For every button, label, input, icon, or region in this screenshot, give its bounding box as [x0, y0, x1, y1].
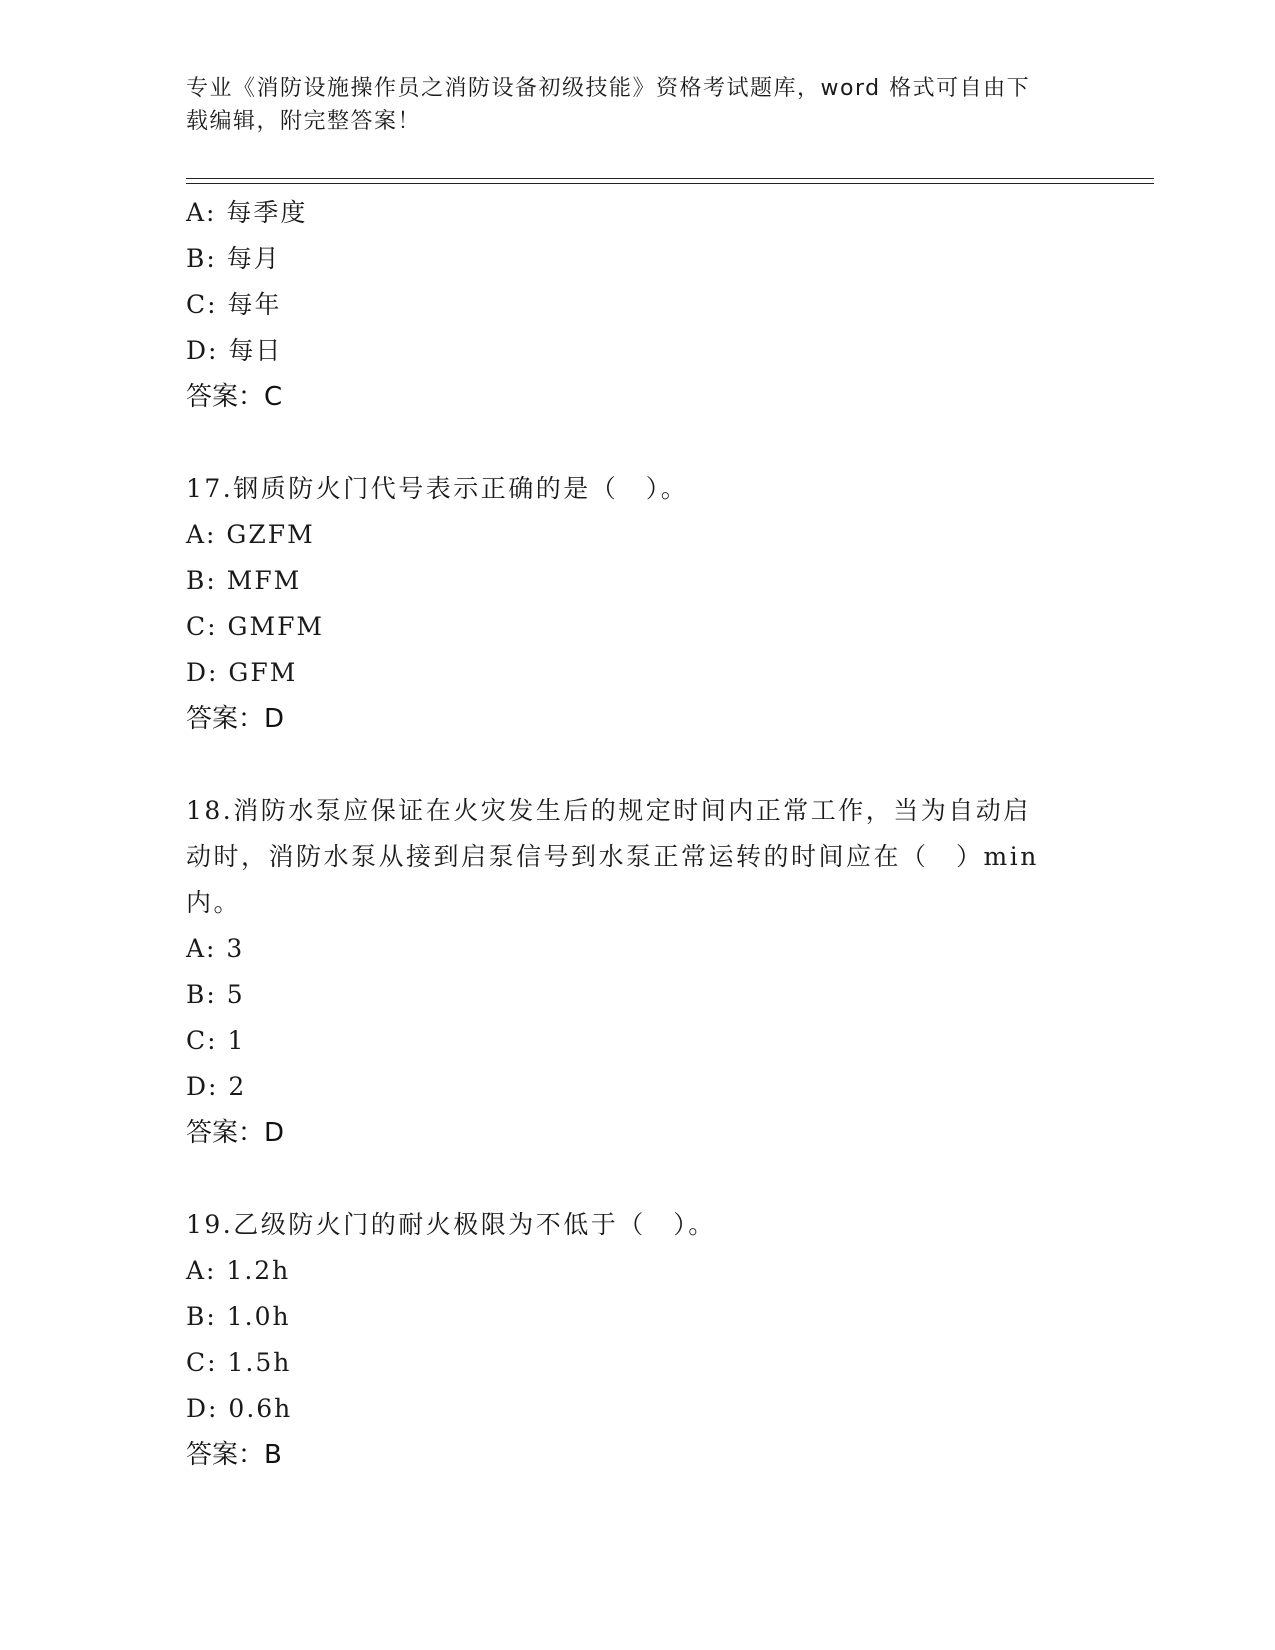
- header-divider-top: [186, 178, 1154, 179]
- option-c: C: 每年: [186, 290, 282, 319]
- answer: 答案：D: [186, 704, 285, 734]
- question-17: [186, 466, 1086, 742]
- spacer: [186, 1156, 1086, 1202]
- option-d: D: 每日: [186, 336, 283, 365]
- question-stem-line-3: 内。: [186, 888, 242, 917]
- option-c: C: 1.5h: [186, 1348, 292, 1377]
- option-d: D: GFM: [186, 658, 298, 687]
- question-16-continued: [186, 190, 1086, 420]
- header-line-2: 载编辑，附完整答案！: [186, 109, 422, 134]
- document-header: [186, 72, 1066, 138]
- answer: 答案：C: [186, 382, 283, 412]
- option-c: C: GMFM: [186, 612, 325, 641]
- option-d: D: 2: [186, 1072, 247, 1101]
- question-stem: 17.钢质防火门代号表示正确的是（ ）。: [186, 474, 689, 503]
- question-list: [186, 190, 1086, 1478]
- question-18: [186, 788, 1086, 1156]
- header-divider-bottom: [186, 183, 1154, 184]
- question-stem-line-2: 动时，消防水泵从接到启泵信号到水泵正常运转的时间应在（ ）min: [186, 842, 1039, 871]
- option-b: B: MFM: [186, 566, 302, 595]
- option-b: B: 5: [186, 980, 245, 1009]
- answer: 答案：D: [186, 1118, 285, 1148]
- option-c: C: 1: [186, 1026, 246, 1055]
- option-a: A: GZFM: [186, 520, 315, 549]
- question-stem-line-1: 18.消防水泵应保证在火灾发生后的规定时间内正常工作，当为自动启: [186, 796, 1031, 825]
- question-stem: 19.乙级防火门的耐火极限为不低于（ ）。: [186, 1210, 716, 1239]
- option-a: A: 每季度: [186, 198, 308, 227]
- spacer: [186, 742, 1086, 788]
- answer: 答案：B: [186, 1440, 282, 1470]
- option-a: A: 3: [186, 934, 245, 963]
- option-d: D: 0.6h: [186, 1394, 293, 1423]
- question-19: [186, 1202, 1086, 1478]
- option-b: B: 每月: [186, 244, 281, 273]
- option-a: A: 1.2h: [186, 1256, 291, 1285]
- spacer: [186, 420, 1086, 466]
- option-b: B: 1.0h: [186, 1302, 291, 1331]
- header-line-1: 专业《消防设施操作员之消防设备初级技能》资格考试题库，word 格式可自由下: [186, 76, 1031, 101]
